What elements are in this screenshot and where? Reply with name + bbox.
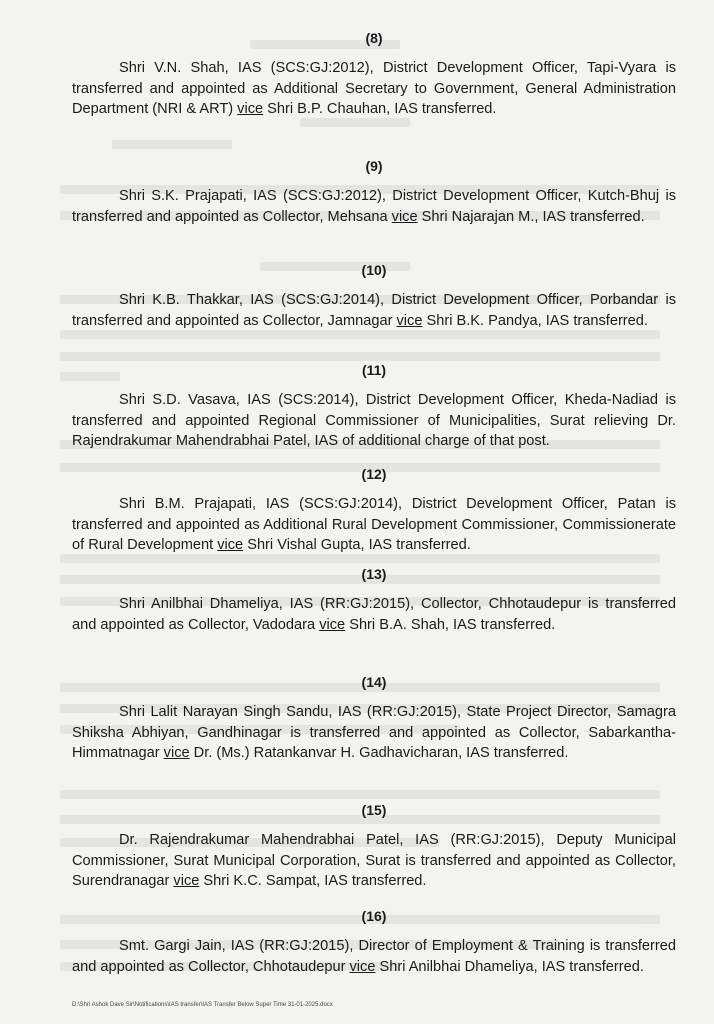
entry-text: Shri Lalit Narayan Singh Sandu, IAS (RR:GJ:2015), State Project Director, Samagra Shiksha Abhiyan, Gandhinagar is transferred and appointed as Collector, Sabarkantha-Himmatnagar vice Dr. (Ms.) Ratankanvar H. Gadhavicharan, IAS transferred. <box>72 704 676 761</box>
vice-word: vice <box>349 958 376 975</box>
entry-number: (12) <box>361 466 387 482</box>
transfer-entry-10 <box>72 260 676 360</box>
entry-text: Shri K.B. Thakkar, IAS (SCS:GJ:2014), District Development Officer, Porbandar is transferred and appointed as Collector, Jamnagar vice Shri B.K. Pandya, IAS transferred. <box>72 292 676 329</box>
entry-number: (8) <box>365 30 383 46</box>
entry-text: Shri B.M. Prajapati, IAS (SCS:GJ:2014), District Development Officer, Patan is transferred and appointed as Additional Rural Development Commissioner, Commissionerate of Rural Development vice Shri Vishal Gupta, IAS transferred. <box>72 496 676 553</box>
vice-word: vice <box>319 616 346 633</box>
transfer-entry-8 <box>72 28 676 156</box>
file-path-footer: D:\Shri Ashok Dave Sir\Notifications\IAS transfer\IAS Transfer Below Super Time 31-01-2025.docx <box>72 1002 333 1008</box>
entry-text: Shri V.N. Shah, IAS (SCS:GJ:2012), District Development Officer, Tapi-Vyara is transferred and appointed as Additional Secretary to Government, General Administration Department (NRI & ART) vice Shri B.P. Chauhan, IAS transferred. <box>72 60 676 117</box>
entry-text: Smt. Gargi Jain, IAS (RR:GJ:2015), Director of Employment & Training is transferred and appointed as Collector, Chhotaudepur vice Shri Anilbhai Dhameliya, IAS transferred. <box>72 938 676 975</box>
entry-number: (14) <box>361 674 387 690</box>
entry-text: Dr. Rajendrakumar Mahendrabhai Patel, IAS (RR:GJ:2015), Deputy Municipal Commissioner, Surat Municipal Corporation, Surat is transferred and appointed as Collector, Surendranagar vice Shri K.C. Sampat, IAS transferred. <box>72 832 676 889</box>
vice-word: vice <box>173 873 200 889</box>
entry-number: (11) <box>361 362 387 378</box>
vice-word: vice <box>163 745 190 761</box>
transfer-entry-13 <box>72 564 676 672</box>
notification-body <box>72 28 676 1006</box>
vice-word: vice <box>396 312 423 329</box>
vice-word: vice <box>237 101 264 117</box>
transfer-entry-12 <box>72 464 676 564</box>
entry-text: Shri S.D. Vasava, IAS (SCS:2014), District Development Officer, Kheda-Nadiad is transferred and appointed Regional Commissioner of Municipalities, Surat relieving Dr. Rajendrakumar Mahendrabhai Patel, IAS of additional charge of that post. <box>72 392 676 449</box>
vice-word: vice <box>391 208 418 225</box>
transfer-entry-9 <box>72 156 676 260</box>
entry-text: Shri Anilbhai Dhameliya, IAS (RR:GJ:2015), Collector, Chhotaudepur is transferred and appointed as Collector, Vadodara vice Shri B.A. Shah, IAS transferred. <box>72 596 676 633</box>
transfer-entry-16 <box>72 906 676 1006</box>
entry-number: (9) <box>365 158 383 174</box>
entry-number: (10) <box>361 262 387 278</box>
transfer-entry-11 <box>72 360 676 464</box>
entry-number: (13) <box>361 566 387 582</box>
transfer-entry-15 <box>72 800 676 906</box>
vice-word: vice <box>217 537 244 553</box>
entry-number: (15) <box>361 802 387 818</box>
entry-text: Shri S.K. Prajapati, IAS (SCS:GJ:2012), District Development Officer, Kutch-Bhuj is transferred and appointed as Collector, Mehsana vice Shri Najarajan M., IAS transferred. <box>72 188 676 225</box>
transfer-entry-14 <box>72 672 676 800</box>
entry-number: (16) <box>361 908 387 924</box>
